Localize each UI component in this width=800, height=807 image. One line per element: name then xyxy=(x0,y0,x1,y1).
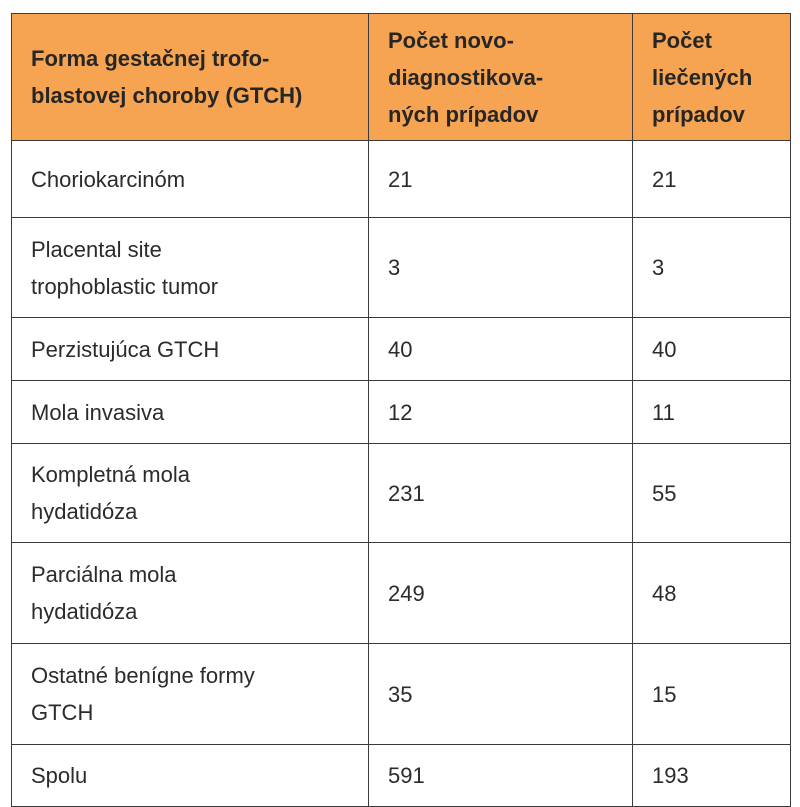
cell-new-cases: 3 xyxy=(369,218,633,318)
cell-new-cases: 231 xyxy=(369,444,633,543)
cell-treated-cases: 40 xyxy=(633,318,791,381)
table-row-total xyxy=(12,745,791,807)
header-treated-cases-line: Počet xyxy=(652,27,712,53)
cell-form xyxy=(12,318,369,381)
cell-new-cases: 12 xyxy=(369,381,633,444)
cell-form xyxy=(12,745,369,807)
table-row xyxy=(12,543,791,644)
cell-treated-cases: 15 xyxy=(633,644,791,745)
cell-form xyxy=(12,543,369,644)
cell-treated-cases: 21 xyxy=(633,141,791,218)
cell-treated-cases: 193 xyxy=(633,745,791,807)
header-new-cases-line: Počet novo- xyxy=(388,27,514,53)
cell-form-line: Kompletná mola xyxy=(31,462,190,487)
table-row xyxy=(12,444,791,543)
cell-form-line: Choriokarcinóm xyxy=(31,166,186,192)
cell-new-cases: 40 xyxy=(369,318,633,381)
cell-form-line: trophoblastic tumor xyxy=(31,273,219,299)
header-form xyxy=(12,14,369,141)
cell-form xyxy=(12,141,369,218)
cell-treated-cases: 11 xyxy=(633,381,791,444)
cell-form-line: hydatidóza xyxy=(31,599,138,624)
gtch-table-container xyxy=(11,13,790,789)
header-treated-cases xyxy=(633,14,791,141)
cell-form-line: hydatidóza xyxy=(31,499,138,524)
cell-new-cases: 249 xyxy=(369,543,633,644)
cell-form-line: Ostatné benígne formy xyxy=(31,663,255,688)
cell-form-line: Parciálna mola xyxy=(31,562,177,587)
header-new-cases xyxy=(369,14,633,141)
table-row xyxy=(12,141,791,218)
header-form-line: Forma gestačnej trofo- xyxy=(31,46,270,71)
cell-form-line: Placental site xyxy=(31,236,162,262)
table-row xyxy=(12,381,791,444)
table-row xyxy=(12,644,791,745)
cell-form-line: Spolu xyxy=(31,763,88,788)
cell-form xyxy=(12,444,369,543)
cell-form-line: Perzistujúca GTCH xyxy=(31,336,220,362)
header-new-cases-line: diagnostikova- xyxy=(388,64,544,90)
cell-form-line: GTCH xyxy=(31,700,94,725)
cell-form-line: Mola invasiva xyxy=(31,399,165,425)
table-header-row xyxy=(12,14,791,141)
cell-new-cases: 35 xyxy=(369,644,633,745)
cell-treated-cases: 55 xyxy=(633,444,791,543)
header-form-line: blastovej choroby (GTCH) xyxy=(31,83,303,108)
header-treated-cases-line: liečených xyxy=(652,64,753,90)
gtch-cases-table xyxy=(11,13,791,807)
table-row xyxy=(12,318,791,381)
cell-form xyxy=(12,381,369,444)
cell-new-cases: 21 xyxy=(369,141,633,218)
table-row xyxy=(12,218,791,318)
cell-form xyxy=(12,644,369,745)
cell-treated-cases: 3 xyxy=(633,218,791,318)
header-new-cases-line: ných prípadov xyxy=(388,101,539,127)
header-treated-cases-line: prípadov xyxy=(652,101,745,127)
cell-new-cases: 591 xyxy=(369,745,633,807)
cell-treated-cases: 48 xyxy=(633,543,791,644)
cell-form xyxy=(12,218,369,318)
